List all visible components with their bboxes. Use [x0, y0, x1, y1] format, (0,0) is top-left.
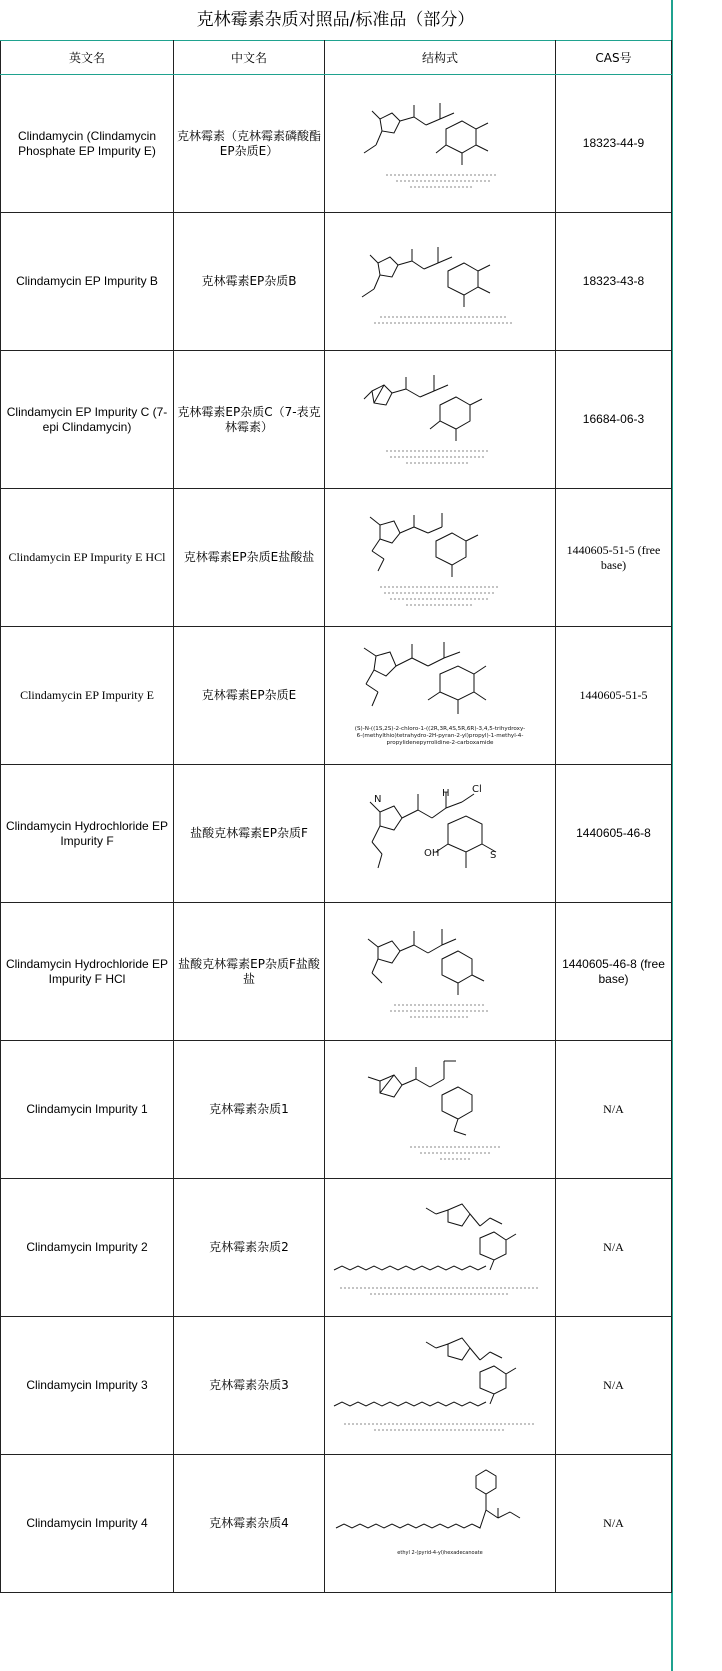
cell-zh: 克林霉素EP杂质B	[174, 213, 325, 351]
structure-label: (S)-N-((1S,2S)-2-chloro-1-((2R,3R,4S,5R,6R)-3,4,5-trihydroxy-	[354, 725, 526, 732]
structure-label: propylidenepyrrolidine-2-carboxamide	[386, 739, 494, 746]
table-row	[1, 765, 672, 903]
cell-en: Clindamycin Hydrochloride EP Impurity F HCl	[1, 903, 174, 1041]
cell-en: Clindamycin (Clindamycin Phosphate EP Impurity E)	[1, 75, 174, 213]
atom-label: OH	[424, 847, 440, 859]
cell-cas: N/A	[556, 1455, 672, 1593]
cell-cas: 16684-06-3	[556, 351, 672, 489]
structure-image	[330, 1462, 550, 1586]
cell-cas: 1440605-46-8	[556, 765, 672, 903]
cell-zh: 克林霉素EP杂质E盐酸盐	[174, 489, 325, 627]
cell-structure	[325, 765, 556, 903]
cell-structure	[325, 627, 556, 765]
cell-en: Clindamycin Impurity 4	[1, 1455, 174, 1593]
cell-structure	[325, 75, 556, 213]
cell-cas: 18323-44-9	[556, 75, 672, 213]
table-row	[1, 627, 672, 765]
table-row	[1, 489, 672, 627]
cell-zh: 盐酸克林霉素EP杂质F	[174, 765, 325, 903]
structure-image	[340, 772, 540, 896]
structure-image	[330, 1324, 550, 1448]
cell-structure	[325, 1041, 556, 1179]
cell-zh: 克林霉素（克林霉素磷酸酯EP杂质E）	[174, 75, 325, 213]
cell-en: Clindamycin EP Impurity E HCl	[1, 489, 174, 627]
cell-structure	[325, 903, 556, 1041]
cell-zh: 克林霉素杂质3	[174, 1317, 325, 1455]
header-structure: 结构式	[325, 41, 556, 75]
structure-image	[350, 227, 530, 337]
structure-image	[340, 634, 540, 758]
table-row	[1, 75, 672, 213]
cell-structure	[325, 1317, 556, 1455]
impurity-table	[0, 40, 672, 1593]
cell-en: Clindamycin EP Impurity C (7-epi Clindamycin)	[1, 351, 174, 489]
cell-zh: 克林霉素杂质4	[174, 1455, 325, 1593]
structure-image	[350, 89, 530, 199]
cell-cas: 1440605-46-8 (free base)	[556, 903, 672, 1041]
atom-label: Cl	[472, 783, 482, 795]
cell-cas: 1440605-51-5	[556, 627, 672, 765]
cell-zh: 克林霉素杂质1	[174, 1041, 325, 1179]
cell-zh: 克林霉素杂质2	[174, 1179, 325, 1317]
table-row	[1, 1455, 672, 1593]
cell-cas: N/A	[556, 1179, 672, 1317]
structure-image	[350, 917, 530, 1027]
cell-structure	[325, 213, 556, 351]
table-row	[1, 1179, 672, 1317]
cell-en: Clindamycin Impurity 3	[1, 1317, 174, 1455]
header-cas: CAS号	[556, 41, 672, 75]
structure-label: 6-(methylthio)tetrahydro-2H-pyran-2-yl)propyl)-1-methyl-4-	[356, 732, 524, 739]
table-row	[1, 1041, 672, 1179]
cell-en: Clindamycin EP Impurity B	[1, 213, 174, 351]
cell-cas: 1440605-51-5 (free base)	[556, 489, 672, 627]
structure-image	[350, 1055, 530, 1165]
cell-en: Clindamycin Impurity 1	[1, 1041, 174, 1179]
cell-zh: 克林霉素EP杂质C（7-表克林霉素）	[174, 351, 325, 489]
structure-label: ethyl 2-(pyrid-4-yl)hexadecanoate	[397, 1549, 483, 1556]
header-zh: 中文名	[174, 41, 325, 75]
page-title: 克林霉素杂质对照品/标准品（部分）	[196, 10, 475, 30]
structure-image	[350, 365, 530, 475]
header-en: 英文名	[1, 41, 174, 75]
cell-en: Clindamycin Hydrochloride EP Impurity F	[1, 765, 174, 903]
cell-structure	[325, 489, 556, 627]
table-row	[1, 213, 672, 351]
atom-label: H	[442, 787, 450, 799]
table-row	[1, 1317, 672, 1455]
structure-image	[330, 1186, 550, 1310]
cell-cas: N/A	[556, 1317, 672, 1455]
cell-cas: N/A	[556, 1041, 672, 1179]
cell-structure	[325, 1179, 556, 1317]
cell-zh: 盐酸克林霉素EP杂质F盐酸盐	[174, 903, 325, 1041]
cell-cas: 18323-43-8	[556, 213, 672, 351]
cell-zh: 克林霉素EP杂质E	[174, 627, 325, 765]
cell-en: Clindamycin EP Impurity E	[1, 627, 174, 765]
cell-structure	[325, 351, 556, 489]
cell-en: Clindamycin Impurity 2	[1, 1179, 174, 1317]
table-header-row	[1, 41, 672, 75]
table-row	[1, 351, 672, 489]
cell-structure	[325, 1455, 556, 1593]
atom-label: S	[490, 849, 497, 861]
table-row	[1, 903, 672, 1041]
structure-image	[350, 503, 530, 613]
atom-label: N	[374, 793, 382, 805]
